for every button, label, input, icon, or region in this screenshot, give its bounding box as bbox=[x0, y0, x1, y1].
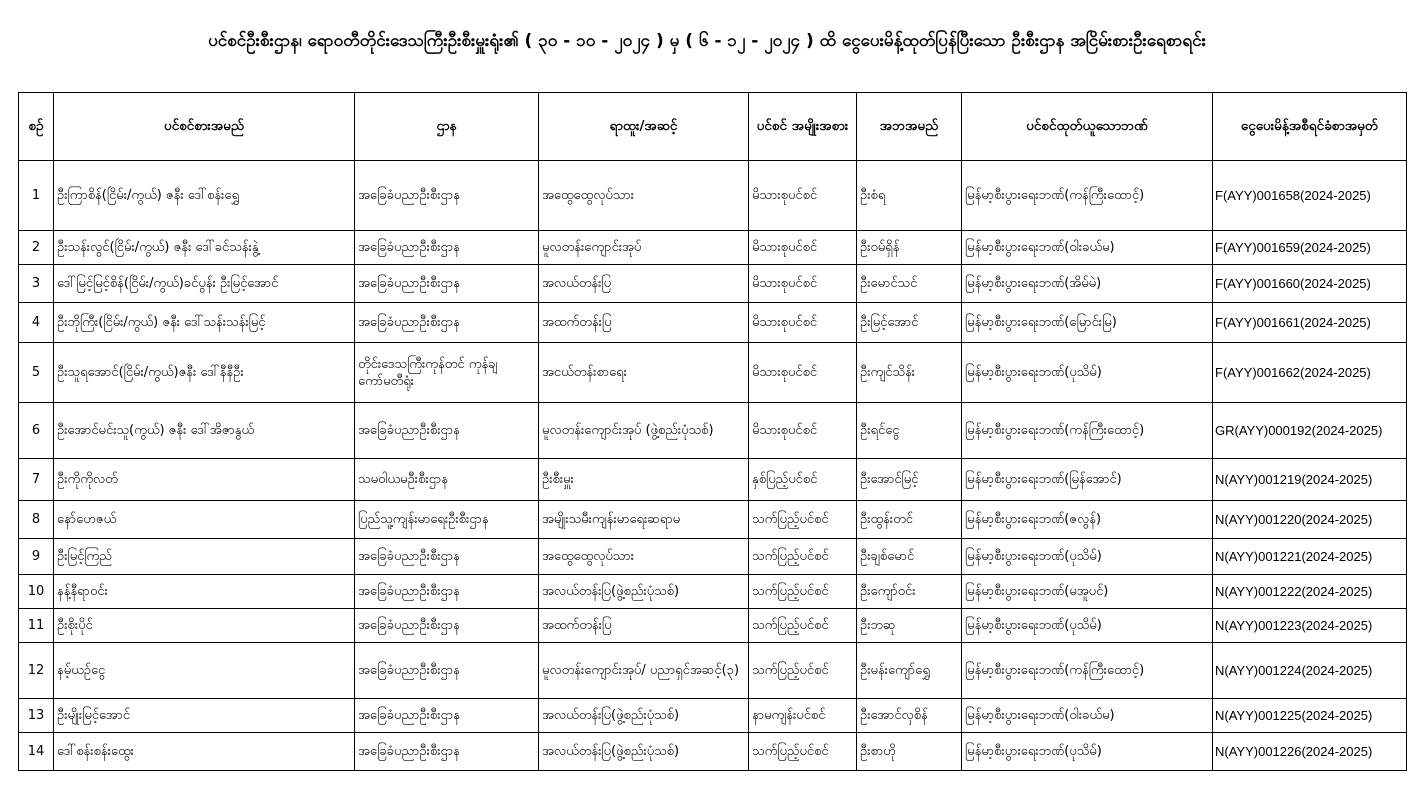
department-cell: တိုင်းဒေသကြီးကုန်တင် ကုန်ချကော်မတီရုံး bbox=[355, 343, 539, 403]
bank-name-cell: မြန်မာ့စီးပွားရေးဘဏ်(ကန်ကြီးထောင့်) bbox=[962, 403, 1213, 459]
table-row bbox=[19, 699, 1407, 733]
father-name-cell: ဦးမောင်သင် bbox=[857, 265, 962, 303]
table-row bbox=[19, 403, 1407, 459]
rank-cell: အထက်တန်းပြ bbox=[539, 303, 749, 343]
bank-name-cell: မြန်မာ့စီးပွားရေးဘဏ်(အိမ်မဲ) bbox=[962, 265, 1213, 303]
pay-order-number-cell: N(AYY)001219(2024-2025) bbox=[1213, 459, 1407, 501]
row-number-cell: 9 bbox=[19, 539, 54, 575]
father-name-cell: ဦးထွန်းတင် bbox=[857, 501, 962, 539]
pensioner-name-cell: ဦးမျိုးမြင့်အောင် bbox=[54, 699, 355, 733]
department-cell: အခြေခံပညာဦးစီးဌာန bbox=[355, 231, 539, 265]
father-name-cell: ဦးကျော်ဝင်း bbox=[857, 575, 962, 609]
pensioner-name-cell: ဒေါ်မြင့်မြင့်စိန်(ငြိမ်း/ကွယ်)ခင်ပွန်း ဦးမြင့်အောင် bbox=[54, 265, 355, 303]
table-row bbox=[19, 459, 1407, 501]
row-number-cell: 11 bbox=[19, 609, 54, 643]
department-cell: ပြည်သူ့ကျန်းမာရေးဦးစီးဌာန bbox=[355, 501, 539, 539]
pay-order-number-cell: N(AYY)001225(2024-2025) bbox=[1213, 699, 1407, 733]
page-title: ပင်စင်ဦးစီးဌာန၊ ရောဝတီတိုင်းဒေသကြီးဦးစီးမှူးရုံး၏ ( ၃၀ - ၁၀ - ၂၀၂၄ ) မှ ( ၆ - ၁၂ - ၂၀၂၄ ) ထိ ငွေပေးမိန့်ထုတ်ပြန်ပြီးသော ဦးစီးဌာန အငြိမ်းစားဦးရေစာရင်း bbox=[208, 31, 1206, 51]
rank-cell: အထက်တန်းပြ bbox=[539, 609, 749, 643]
pay-order-number-cell: F(AYY)001661(2024-2025) bbox=[1213, 303, 1407, 343]
pensioner-name-cell: ဒေါ်စန်းစန်းထွေး bbox=[54, 733, 355, 771]
pensioner-name-cell: ဦးဘိုကြီး(ငြိမ်း/ကွယ်) ဇနီး ဒေါ်သန်းသန်းမြင့် bbox=[54, 303, 355, 343]
father-name-cell: ဦးအောင်လှစိန် bbox=[857, 699, 962, 733]
pay-order-number-cell: GR(AYY)000192(2024-2025) bbox=[1213, 403, 1407, 459]
row-number-cell: 6 bbox=[19, 403, 54, 459]
table-row bbox=[19, 539, 1407, 575]
father-name-cell: ဦးရင်ငွေ bbox=[857, 403, 962, 459]
father-name-cell: ဦးစာဟို bbox=[857, 733, 962, 771]
header-department: ဌာန bbox=[355, 93, 539, 161]
department-cell: အခြေခံပညာဦးစီးဌာန bbox=[355, 265, 539, 303]
header-name: ပင်စင်စားအမည် bbox=[54, 93, 355, 161]
rank-cell: အထွေထွေလုပ်သား bbox=[539, 539, 749, 575]
table-row bbox=[19, 575, 1407, 609]
table-row bbox=[19, 303, 1407, 343]
row-number-cell: 13 bbox=[19, 699, 54, 733]
pensioner-name-cell: ဦးစိုးပိုင် bbox=[54, 609, 355, 643]
pay-order-number-cell: F(AYY)001659(2024-2025) bbox=[1213, 231, 1407, 265]
department-cell: အခြေခံပညာဦးစီးဌာန bbox=[355, 539, 539, 575]
pension-type-cell: သက်ပြည့်ပင်စင် bbox=[749, 575, 857, 609]
department-cell: အခြေခံပညာဦးစီးဌာန bbox=[355, 303, 539, 343]
department-cell: အခြေခံပညာဦးစီးဌာန bbox=[355, 403, 539, 459]
header-rank: ရာထူး/အဆင့် bbox=[539, 93, 749, 161]
bank-name-cell: မြန်မာ့စီးပွားရေးဘဏ်(ပုသိမ်) bbox=[962, 609, 1213, 643]
table-row bbox=[19, 265, 1407, 303]
pensioner-name-cell: ဦးသန်းလွင်(ငြိမ်း/ကွယ်) ဇနီး ဒေါ်ခင်သန်းနွဲ့ bbox=[54, 231, 355, 265]
row-number-cell: 4 bbox=[19, 303, 54, 343]
bank-name-cell: မြန်မာ့စီးပွားရေးဘဏ်(မြန်အောင်) bbox=[962, 459, 1213, 501]
header-pay-order: ငွေပေးမိန့်အစီရင်ခံစာအမှတ် bbox=[1213, 93, 1407, 161]
father-name-cell: ဦးကျင်သိန်း bbox=[857, 343, 962, 403]
pension-type-cell: မိသားစုပင်စင် bbox=[749, 231, 857, 265]
table-row bbox=[19, 643, 1407, 699]
pensioner-name-cell: ဦးအောင်မင်းသူ(ကွယ်) ဇနီး ဒေါ်အိဇာနွယ် bbox=[54, 403, 355, 459]
pension-table bbox=[18, 92, 1407, 771]
row-number-cell: 8 bbox=[19, 501, 54, 539]
pay-order-number-cell: N(AYY)001223(2024-2025) bbox=[1213, 609, 1407, 643]
pension-type-cell: သက်ပြည့်ပင်စင် bbox=[749, 539, 857, 575]
header-no: စဉ် bbox=[19, 93, 54, 161]
table-row bbox=[19, 231, 1407, 265]
father-name-cell: ဦးချစ်မောင် bbox=[857, 539, 962, 575]
pay-order-number-cell: N(AYY)001221(2024-2025) bbox=[1213, 539, 1407, 575]
header-father: အဘအမည် bbox=[857, 93, 962, 161]
rank-cell: အငယ်တန်းစာရေး bbox=[539, 343, 749, 403]
bank-name-cell: မြန်မာ့စီးပွားရေးဘဏ်(ပုသိမ်) bbox=[962, 343, 1213, 403]
bank-name-cell: မြန်မာ့စီးပွားရေးဘဏ်(မြောင်းမြ) bbox=[962, 303, 1213, 343]
pensioner-name-cell: နန့်နီရာဝင်း bbox=[54, 575, 355, 609]
rank-cell: အလယ်တန်းပြ(ဖွဲ့စည်းပုံသစ်) bbox=[539, 575, 749, 609]
pension-type-cell: နှစ်ပြည့်ပင်စင် bbox=[749, 459, 857, 501]
table-row bbox=[19, 733, 1407, 771]
pension-type-cell: မိသားစုပင်စင် bbox=[749, 343, 857, 403]
department-cell: အခြေခံပညာဦးစီးဌာန bbox=[355, 733, 539, 771]
row-number-cell: 5 bbox=[19, 343, 54, 403]
pension-type-cell: မိသားစုပင်စင် bbox=[749, 265, 857, 303]
pension-type-cell: မိသားစုပင်စင် bbox=[749, 303, 857, 343]
bank-name-cell: မြန်မာ့စီးပွားရေးဘဏ်(ပုသိမ်) bbox=[962, 539, 1213, 575]
rank-cell: မူလတန်းကျောင်းအုပ်/ ပညာရှင်အဆင့်(၃) bbox=[539, 643, 749, 699]
row-number-cell: 3 bbox=[19, 265, 54, 303]
pension-type-cell: နာမကျန်းပင်စင် bbox=[749, 699, 857, 733]
header-bank: ပင်စင်ထုတ်ယူသောဘဏ် bbox=[962, 93, 1213, 161]
father-name-cell: ဦးမန်းကျော်ရွှေ bbox=[857, 643, 962, 699]
pensioner-name-cell: ဦးကြာစိန်(ငြိမ်း/ကွယ်) ဇနီး ဒေါ်စန်းရွှေ bbox=[54, 161, 355, 231]
department-cell: သမဝါယမဦးစီးဌာန bbox=[355, 459, 539, 501]
table-row bbox=[19, 161, 1407, 231]
row-number-cell: 10 bbox=[19, 575, 54, 609]
bank-name-cell: မြန်မာ့စီးပွားရေးဘဏ်(ကန်ကြီးထောင့်) bbox=[962, 161, 1213, 231]
pension-type-cell: သက်ပြည့်ပင်စင် bbox=[749, 733, 857, 771]
row-number-cell: 2 bbox=[19, 231, 54, 265]
rank-cell: အလယ်တန်းပြ bbox=[539, 265, 749, 303]
department-cell: အခြေခံပညာဦးစီးဌာန bbox=[355, 161, 539, 231]
father-name-cell: ဦးမြင့်အောင် bbox=[857, 303, 962, 343]
rank-cell: မူလတန်းကျောင်းအုပ် (ဖွဲ့စည်းပုံသစ်) bbox=[539, 403, 749, 459]
row-number-cell: 14 bbox=[19, 733, 54, 771]
father-name-cell: ဦးဝမ်ရှိန် bbox=[857, 231, 962, 265]
pay-order-number-cell: N(AYY)001226(2024-2025) bbox=[1213, 733, 1407, 771]
rank-cell: မူလတန်းကျောင်းအုပ် bbox=[539, 231, 749, 265]
bank-name-cell: မြန်မာ့စီးပွားရေးဘဏ်(ဝါးခယ်မ) bbox=[962, 231, 1213, 265]
pay-order-number-cell: F(AYY)001658(2024-2025) bbox=[1213, 161, 1407, 231]
row-number-cell: 12 bbox=[19, 643, 54, 699]
bank-name-cell: မြန်မာ့စီးပွားရေးဘဏ်(မအူပင်) bbox=[962, 575, 1213, 609]
pay-order-number-cell: F(AYY)001660(2024-2025) bbox=[1213, 265, 1407, 303]
pay-order-number-cell: F(AYY)001662(2024-2025) bbox=[1213, 343, 1407, 403]
table-row bbox=[19, 609, 1407, 643]
bank-name-cell: မြန်မာ့စီးပွားရေးဘဏ်(ဝါးခယ်မ) bbox=[962, 699, 1213, 733]
row-number-cell: 7 bbox=[19, 459, 54, 501]
header-pension-type: ပင်စင် အမျိုးအစား bbox=[749, 93, 857, 161]
pension-type-cell: သက်ပြည့်ပင်စင် bbox=[749, 643, 857, 699]
department-cell: အခြေခံပညာဦးစီးဌာန bbox=[355, 575, 539, 609]
rank-cell: အလယ်တန်းပြ(ဖွဲ့စည်းပုံသစ်) bbox=[539, 699, 749, 733]
pay-order-number-cell: N(AYY)001220(2024-2025) bbox=[1213, 501, 1407, 539]
pensioner-name-cell: နော်ဟေဇယ် bbox=[54, 501, 355, 539]
pensioner-name-cell: ဦးသူရအောင်(ငြိမ်း/ကွယ်)ဇနီး ဒေါ်နီနီဦး bbox=[54, 343, 355, 403]
bank-name-cell: မြန်မာ့စီးပွားရေးဘဏ်(ပုသိမ်) bbox=[962, 733, 1213, 771]
table-row bbox=[19, 343, 1407, 403]
department-cell: အခြေခံပညာဦးစီးဌာန bbox=[355, 699, 539, 733]
pensioner-name-cell: ဦးကိုကိုလတ် bbox=[54, 459, 355, 501]
father-name-cell: ဦးဘဆု bbox=[857, 609, 962, 643]
rank-cell: အမျိုးသမီးကျန်းမာရေးဆရာမ bbox=[539, 501, 749, 539]
table-row bbox=[19, 501, 1407, 539]
pension-type-cell: မိသားစုပင်စင် bbox=[749, 161, 857, 231]
department-cell: အခြေခံပညာဦးစီးဌာန bbox=[355, 643, 539, 699]
header-row bbox=[19, 93, 1407, 161]
bank-name-cell: မြန်မာ့စီးပွားရေးဘဏ်(ဇလွန်) bbox=[962, 501, 1213, 539]
pensioner-name-cell: နမ့်ယဉ်ငွေ bbox=[54, 643, 355, 699]
pension-type-cell: သက်ပြည့်ပင်စင် bbox=[749, 501, 857, 539]
department-cell: အခြေခံပညာဦးစီးဌာန bbox=[355, 609, 539, 643]
pay-order-number-cell: N(AYY)001224(2024-2025) bbox=[1213, 643, 1407, 699]
father-name-cell: ဦးအောင်မြင့် bbox=[857, 459, 962, 501]
rank-cell: ဦးစီးမှူး bbox=[539, 459, 749, 501]
pension-type-cell: မိသားစုပင်စင် bbox=[749, 403, 857, 459]
rank-cell: အလယ်တန်းပြ(ဖွဲ့စည်းပုံသစ်) bbox=[539, 733, 749, 771]
bank-name-cell: မြန်မာ့စီးပွားရေးဘဏ်(ကန်ကြီးထောင့်) bbox=[962, 643, 1213, 699]
pay-order-number-cell: N(AYY)001222(2024-2025) bbox=[1213, 575, 1407, 609]
pension-type-cell: သက်ပြည့်ပင်စင် bbox=[749, 609, 857, 643]
rank-cell: အထွေထွေလုပ်သား bbox=[539, 161, 749, 231]
pensioner-name-cell: ဦးမြင့်ကြည် bbox=[54, 539, 355, 575]
father-name-cell: ဦးစံရ bbox=[857, 161, 962, 231]
row-number-cell: 1 bbox=[19, 161, 54, 231]
